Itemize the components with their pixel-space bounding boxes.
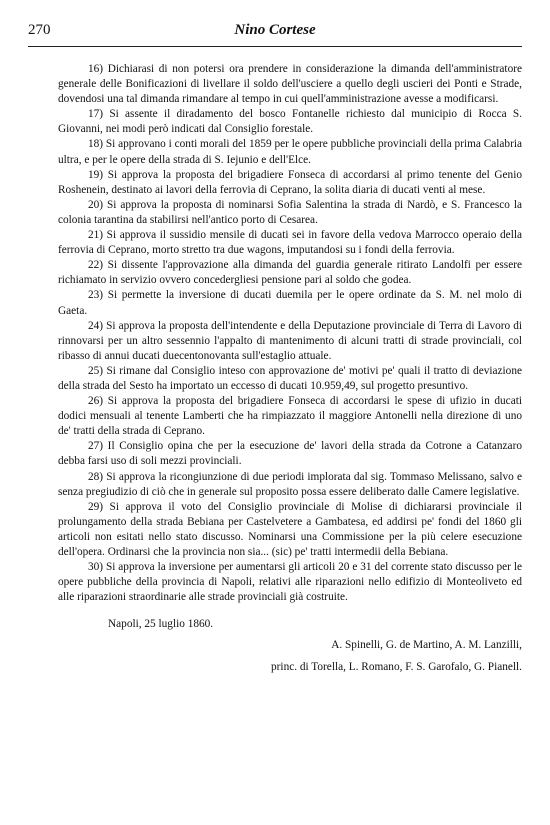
paragraph-23: 23) Si permette la inversione di ducati duemila per le opere ordinate da S. M. nel molo di Gaeta. — [58, 289, 522, 317]
header-rule — [28, 46, 522, 47]
running-head: Nino Cortese — [234, 22, 316, 38]
paragraph-17: 17) Si assente il diradamento del bosco Fontanelle richiesto dal municipio di Rocca S. Giovanni, nei modi però indicati dal Consiglio forestale. — [58, 108, 522, 136]
paragraph-21: 21) Si approva il sussidio mensile di ducati sei in favore della vedova Marrocco operaio della ferrovia di Ceprano, morto stretto tra due wagons, imputandosi su i fondi della ferrovia. — [58, 229, 522, 257]
paragraph-25: 25) Si rimane dal Consiglio inteso con approvazione de' motivi pe' quali il tratto di deviazione della strada del Sesto ha importato un eccesso di ducati 10.959,49, sul progetto presuntivo. — [58, 364, 522, 392]
paragraph-26: 26) Si approva la proposta del brigadiere Fonseca di accordarsi le spese di ufizio in ducati dodici mensuali al tenente Lamberti che ha rimpiazzato il maggiore Antonelli nella direzione di uno de' tratti della strada di Ceprano. — [58, 395, 522, 438]
paragraph-18: 18) Si approvano i conti morali del 1859 per le opere pubbliche provinciali della prima Calabria ultra, e per le opere della strada di S. Iejunio e dell'Elce. — [58, 138, 522, 166]
paragraph-27: 27) Il Consiglio opina che per la esecuzione de' lavori della strada da Cotrone a Catanzaro debba farsi uso di soli mezzi provinciali. — [58, 440, 522, 468]
paragraph-20: 20) Si approva la proposta di nominarsi Sofia Salentina la strada di Nardò, e S. Francesco la colonia tarantina da stabilirsi nell'antico porto di Cesarea. — [58, 198, 522, 226]
paragraph-16: 16) Dichiarasi di non potersi ora prendere in considerazione la dimanda dell'amministratore generale delle Bonificazioni di livellare il soldo dell'usciere a quello degli uscieri dei Ponti e Strade, dovendosi una tal dimanda rimandare al tempo in cui quell'amministrazione avesse a modificarsi. — [58, 63, 522, 106]
paragraph-30: 30) Si approva la inversione per aumentarsi gli articoli 20 e 31 del corrente stato discusso per le opere pubbliche della provincia di Napoli, relativi alle riparazioni nello edifizio di Monteoliveto ed alle riparazioni straordinarie alle strade provinciali già costruite. — [58, 561, 522, 604]
paragraph-22: 22) Si dissente l'approvazione alla dimanda del guardia generale ritirato Landolfi per essere richiamato in servizio ovvero concedergliesi pensione pari al soldo che godea. — [58, 259, 522, 287]
page-header — [28, 22, 522, 44]
paragraph-28: 28) Si approva la ricongiunzione di due periodi implorata dal sig. Tommaso Melissano, salvo e senza pregiudizio di ciò che in generale sul proposito possa essere deliberato dalle Camere legislative. — [58, 470, 522, 498]
signature-line-2: princ. di Torella, L. Romano, F. S. Garofalo, G. Pianell. — [271, 660, 522, 673]
paragraph-24: 24) Si approva la proposta dell'intendente e della Deputazione provinciale di Terra di Lavoro di rinnovarsi per un altro sessennio l'appalto di mantenimento di alcuni tratti di strade provinciali, col ribasso di annui ducati duecentonovanta sull'estaglio attuale. — [58, 319, 522, 362]
date-line: Napoli, 25 luglio 1860. — [108, 618, 214, 631]
document-body — [58, 62, 522, 675]
paragraph-29: 29) Si approva il voto del Consiglio provinciale di Molise di dichiararsi provinciale il prolungamento della strada Bebiana per Castelvetere a Gambatesa, ed addirsi pe' fondi del 1860 gli articoli non esitati nello stato discusso. Nominarsi una Commissione per la più celere esecuzione dell'opera. Ordinarsi che la provincia non sia... (sic) pe' tratti intermedii della Bebiana. — [58, 500, 522, 558]
signature-line-1: A. Spinelli, G. de Martino, A. M. Lanzilli, — [331, 639, 522, 652]
page-number: 270 — [28, 22, 51, 38]
paragraph-19: 19) Si approva la proposta del brigadiere Fonseca di accordarsi al primo tenente del Genio Roshenein, destinato ai lavori della ferrovia di Ceprano, la solita diaria di ducati venti al mese. — [58, 168, 522, 196]
